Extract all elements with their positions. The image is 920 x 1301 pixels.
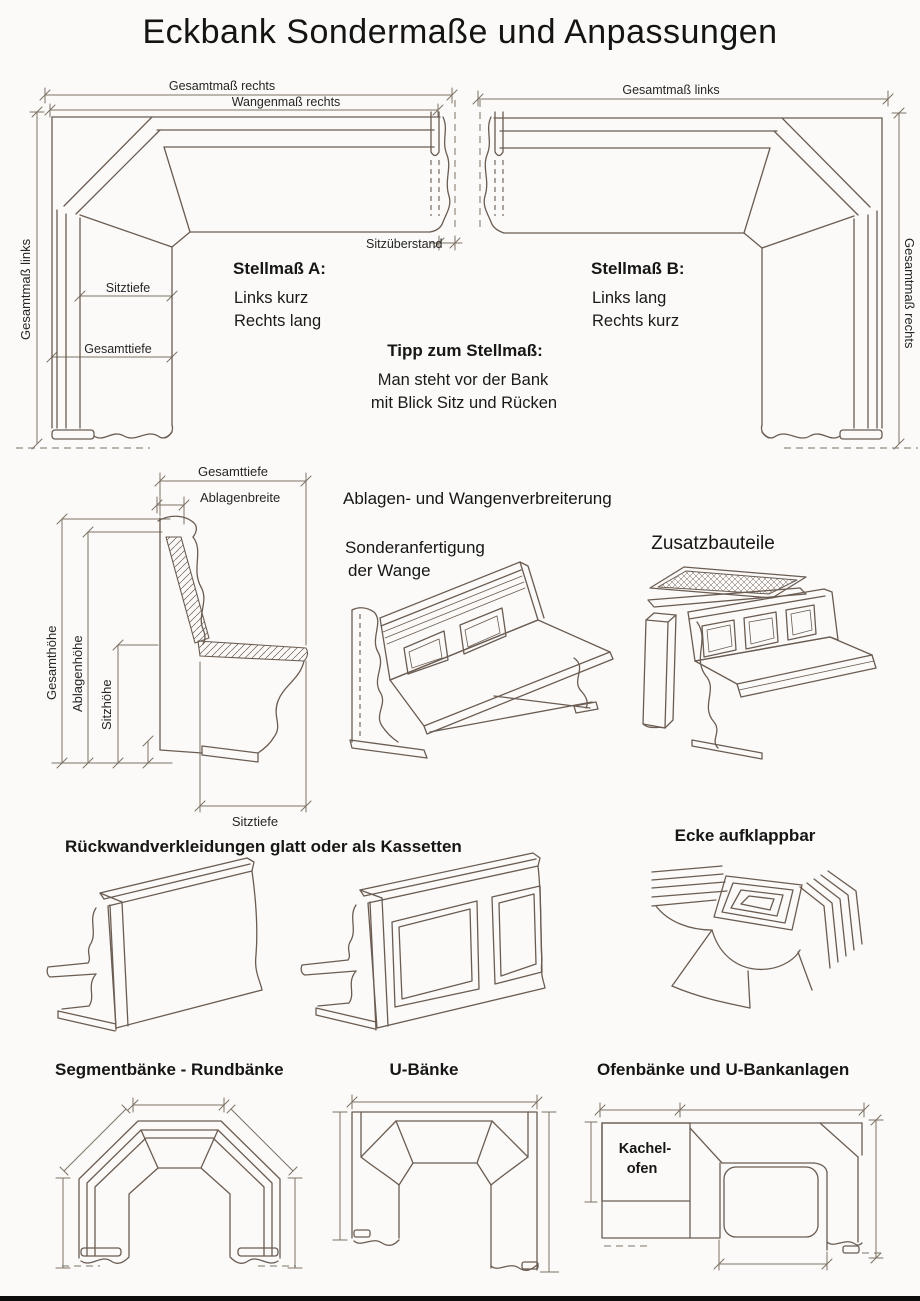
heading-rueckwand: Rückwandverkleidungen glatt oder als Kassetten [65,837,462,856]
label-kachelofen-line2: ofen [626,1161,658,1177]
dim-label-sitztiefe-side: Sitztiefe [231,814,279,829]
ubank-drawing [333,1095,562,1272]
dim-label-sitzhoehe: Sitzhöhe [99,679,114,730]
dim-label-gesamtmass-links-right: Gesamtmaß links [622,83,720,97]
dim-label-ablagenbreite: Ablagenbreite [200,490,281,505]
dim-label-gesamtmass-links: Gesamtmaß links [18,238,33,340]
dim-label-ablagenhoehe: Ablagenhöhe [70,635,85,712]
ecke-aufklappbar-drawing [652,866,862,1008]
rueckwand-kassetten-drawing [301,853,545,1030]
heading-sonderanfertigung-line1: Sonderanfertigung [345,538,485,557]
heading-sonderanfertigung-line2: der Wange [348,561,431,580]
page-title: Eckbank Sondermaße und Anpassungen [142,13,778,51]
dim-label-sitzueberstand: Sitzüberstand [366,237,443,251]
text-stellmass-a-line1: Links kurz [234,289,309,307]
ofenbank-drawing [585,1103,883,1270]
heading-stellmass-b: Stellmaß B: [591,259,685,278]
label-kachelofen-line1: Kachel- [618,1141,672,1157]
scan-edge-bar [0,1296,920,1301]
heading-ofenbaenke: Ofenbänke und U-Bankanlagen [597,1060,850,1079]
heading-stellmass-a: Stellmaß A: [233,259,326,278]
text-stellmass-b-line2: Rechts kurz [592,312,680,330]
text-stellmass-a-line2: Rechts lang [234,312,322,330]
text-tipp-line1: Man steht vor der Bank [377,371,549,389]
text-tipp-line2: mit Blick Sitz und Rücken [370,394,558,412]
dim-label-sitztiefe-plan: Sitztiefe [105,281,151,295]
heading-zusatzbauteile: Zusatzbauteile [651,533,775,554]
side-view-drawing [52,473,311,812]
zusatzbauteile-drawing [643,567,876,759]
heading-ecke-aufklappbar: Ecke aufklappbar [674,826,816,845]
dim-label-gesamttiefe-plan: Gesamttiefe [84,342,152,356]
heading-ubaenke: U-Bänke [389,1060,459,1079]
dim-label-gesamttiefe-side: Gesamttiefe [197,464,269,479]
dim-label-gesamtmass-rechts: Gesamtmaß rechts [168,79,276,93]
rueckwand-glatt-drawing [47,858,262,1031]
heading-segmentbaenke: Segmentbänke - Rundbänke [55,1060,284,1079]
sonder-bench-drawing [350,562,613,758]
heading-ablagen-wangen: Ablagen- und Wangenverbreiterung [343,489,612,508]
dim-label-gesamthoehe: Gesamthöhe [44,625,59,700]
dim-label-gesamtmass-rechts-right: Gesamtmaß rechts [902,238,917,349]
heading-tipp: Tipp zum Stellmaß: [387,341,543,360]
text-stellmass-b-line1: Links lang [592,289,667,307]
segmentbank-drawing [56,1098,302,1268]
dim-label-wangenmass-rechts: Wangenmaß rechts [231,95,341,109]
